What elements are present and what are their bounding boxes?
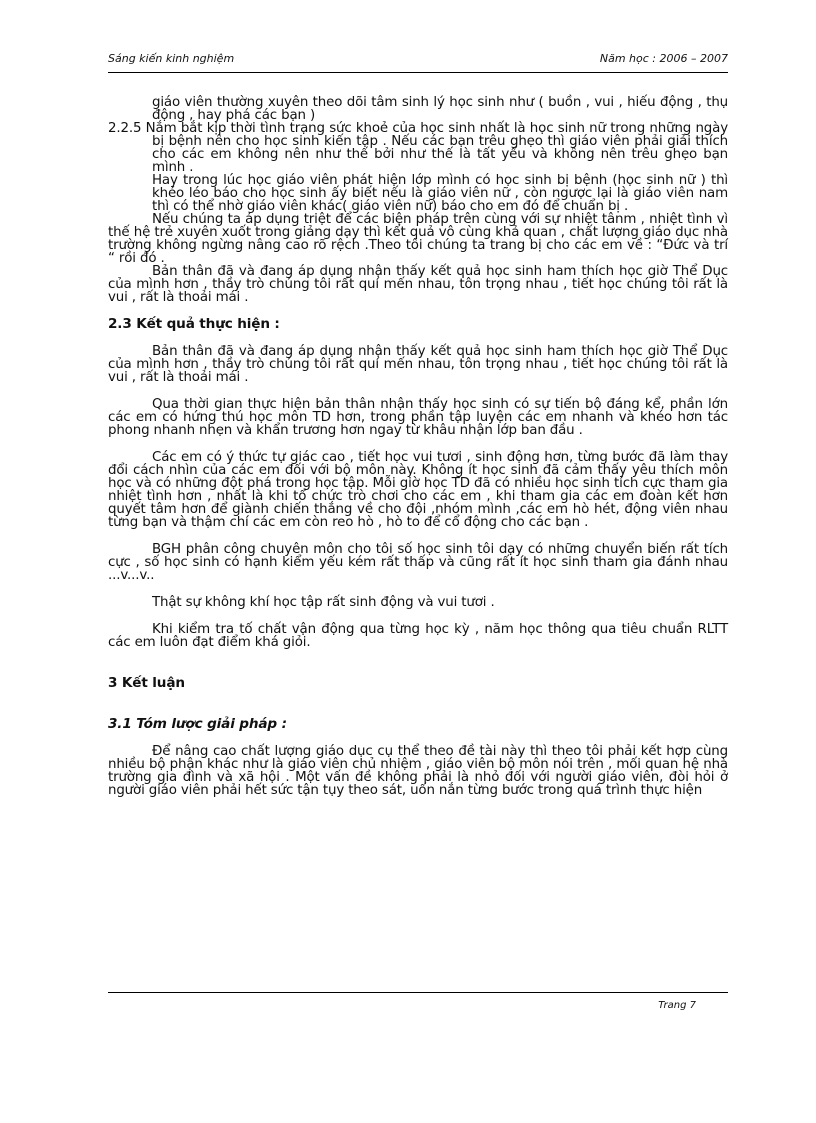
paragraph: Nếu chúng ta áp dụng triệt để các biện pháp trên cùng với sự nhiệt tânm , nhiệt tình vì thế hệ trẻ xuyên xuốt trong giảng dạy thì kết quả vô cùng khả quan , chất lượng giáo dục nhà trường không ngừng nâng cao rõ rệch .Theo tôi chúng ta trang bị cho các em về : “Đức và trí “ rồi đó . xyxy=(108,212,728,266)
paragraph: Qua thời gian thực hiện bản thân nhận thấy học sinh có sự tiến bộ đáng kể, phần lớn các em có hứng thú học môn TD hơn, trong phần tập luyện các em nhanh và khéo hơn tác phong nhanh nhẹn và khẩn trương hơn ngay từ khâu nhận lớp ban đầu . xyxy=(108,397,728,438)
header-left: Sáng kiến kinh nghiệm xyxy=(108,52,235,65)
section-heading: 3 Kết luận xyxy=(108,675,185,691)
page-header xyxy=(108,52,728,72)
paragraph: BGH phân công chuyên môn cho tôi số học sinh tôi dạy có những chuyển biến rất tích cực , số học sinh có hạnh kiểm yếu kém rất thấp và cũng rất ít học sinh tham gia đánh nhau ...v...v.. xyxy=(108,542,728,583)
footer-rule xyxy=(108,992,728,993)
paragraph: 2.2.5 Nắm bắt kịp thời tình trạng sức khoẻ của học sinh nhất là học sinh nữ trong những ngày bị bệnh nên cho học sinh kiến tập . Nếu các bạn trêu ghẹo thì giáo viên phải giải thích cho các em không nên như thế bởi như thế là tất yếu và không nên trêu ghẹo bạn mình . xyxy=(108,121,728,175)
header-rule xyxy=(108,72,728,73)
paragraph: Khi kiểm tra tố chất vận động qua từng học kỳ , năm học thông qua tiêu chuẩn RLTT các em luôn đạt điểm khá giỏi. xyxy=(108,622,728,650)
paragraph: giáo viên thường xuyên theo dõi tâm sinh lý học sinh như ( buồn , vui , hiếu động , thụ động , hay phá các bạn ) xyxy=(152,95,728,123)
paragraph: Để nâng cao chất lượng giáo dục cụ thể theo đề tài này thì theo tôi phải kết hợp cùng nhiều bộ phận khác như là giáo viên chủ nhiệm , giáo viên bộ môn nói trên , mối quan hệ nhà trường gia đình và xã hội . Một vấn đề không phải là nhỏ đối với người giáo viên, đòi hỏi ở người giáo viên phải hết sức tận tụy theo sát, uốn nắn từng bước trong quá trình thực hiện xyxy=(108,744,728,798)
paragraph: Thật sự không khí học tập rất sinh động và vui tươi . xyxy=(152,595,495,610)
paragraph: Bản thân đã và đang áp dụng nhận thấy kết quả học sinh ham thích học giờ Thể Dục của mình hơn , thầy trò chúng tôi rất quí mến nhau, tôn trọng nhau , tiết học chúng tôi rất là vui , rất là thoải mái . xyxy=(108,264,728,305)
paragraph: Bản thân đã và đang áp dụng nhận thấy kết quả học sinh ham thích học giờ Thể Dục của mình hơn , thầy trò chúng tôi rất quí mến nhau, tôn trọng nhau , tiết học chúng tôi rất là vui , rất là thoải mái . xyxy=(108,344,728,385)
document-body xyxy=(108,96,728,797)
header-right: Năm học : 2006 – 2007 xyxy=(599,52,728,65)
section-heading: 2.3 Kết quả thực hiện : xyxy=(108,316,280,332)
paragraph: Hay trong lúc học giáo viên phát hiện lớp mình có học sinh bị bệnh (học sinh nữ ) thì khéo léo báo cho học sinh ấy biết nếu là giáo viên nữ , còn ngược lại là giáo viên nam thì có thể nhờ giáo viên khác( giáo viên nữ) báo cho em đó để chuẩn bị . xyxy=(152,173,728,214)
paragraph: Các em có ý thức tự giác cao , tiết học vui tươi , sinh động hơn, từng bước đã làm thay đổi cách nhìn của các em đối với bộ môn này. Không ít học sinh đã cảm thấy yêu thích môn học và có những đột phá trong học tập. Mỗi giờ học TD đã có nhiều học sinh tích cực tham gia nhiệt tình hơn , nhất là khi tổ chức trò chơi cho các em , khi tham gia các em đoàn kết hơn quyết tâm hơn để giành chiến thắng về cho đội ,nhóm mình ,các em hò hét, động viên nhau từng bạn và thậm chí các em còn reo hò , hò to để cổ động cho các bạn . xyxy=(108,450,728,530)
page-number: Trang 7 xyxy=(658,1000,696,1011)
subsection-heading: 3.1 Tóm lược giải pháp : xyxy=(108,716,287,732)
